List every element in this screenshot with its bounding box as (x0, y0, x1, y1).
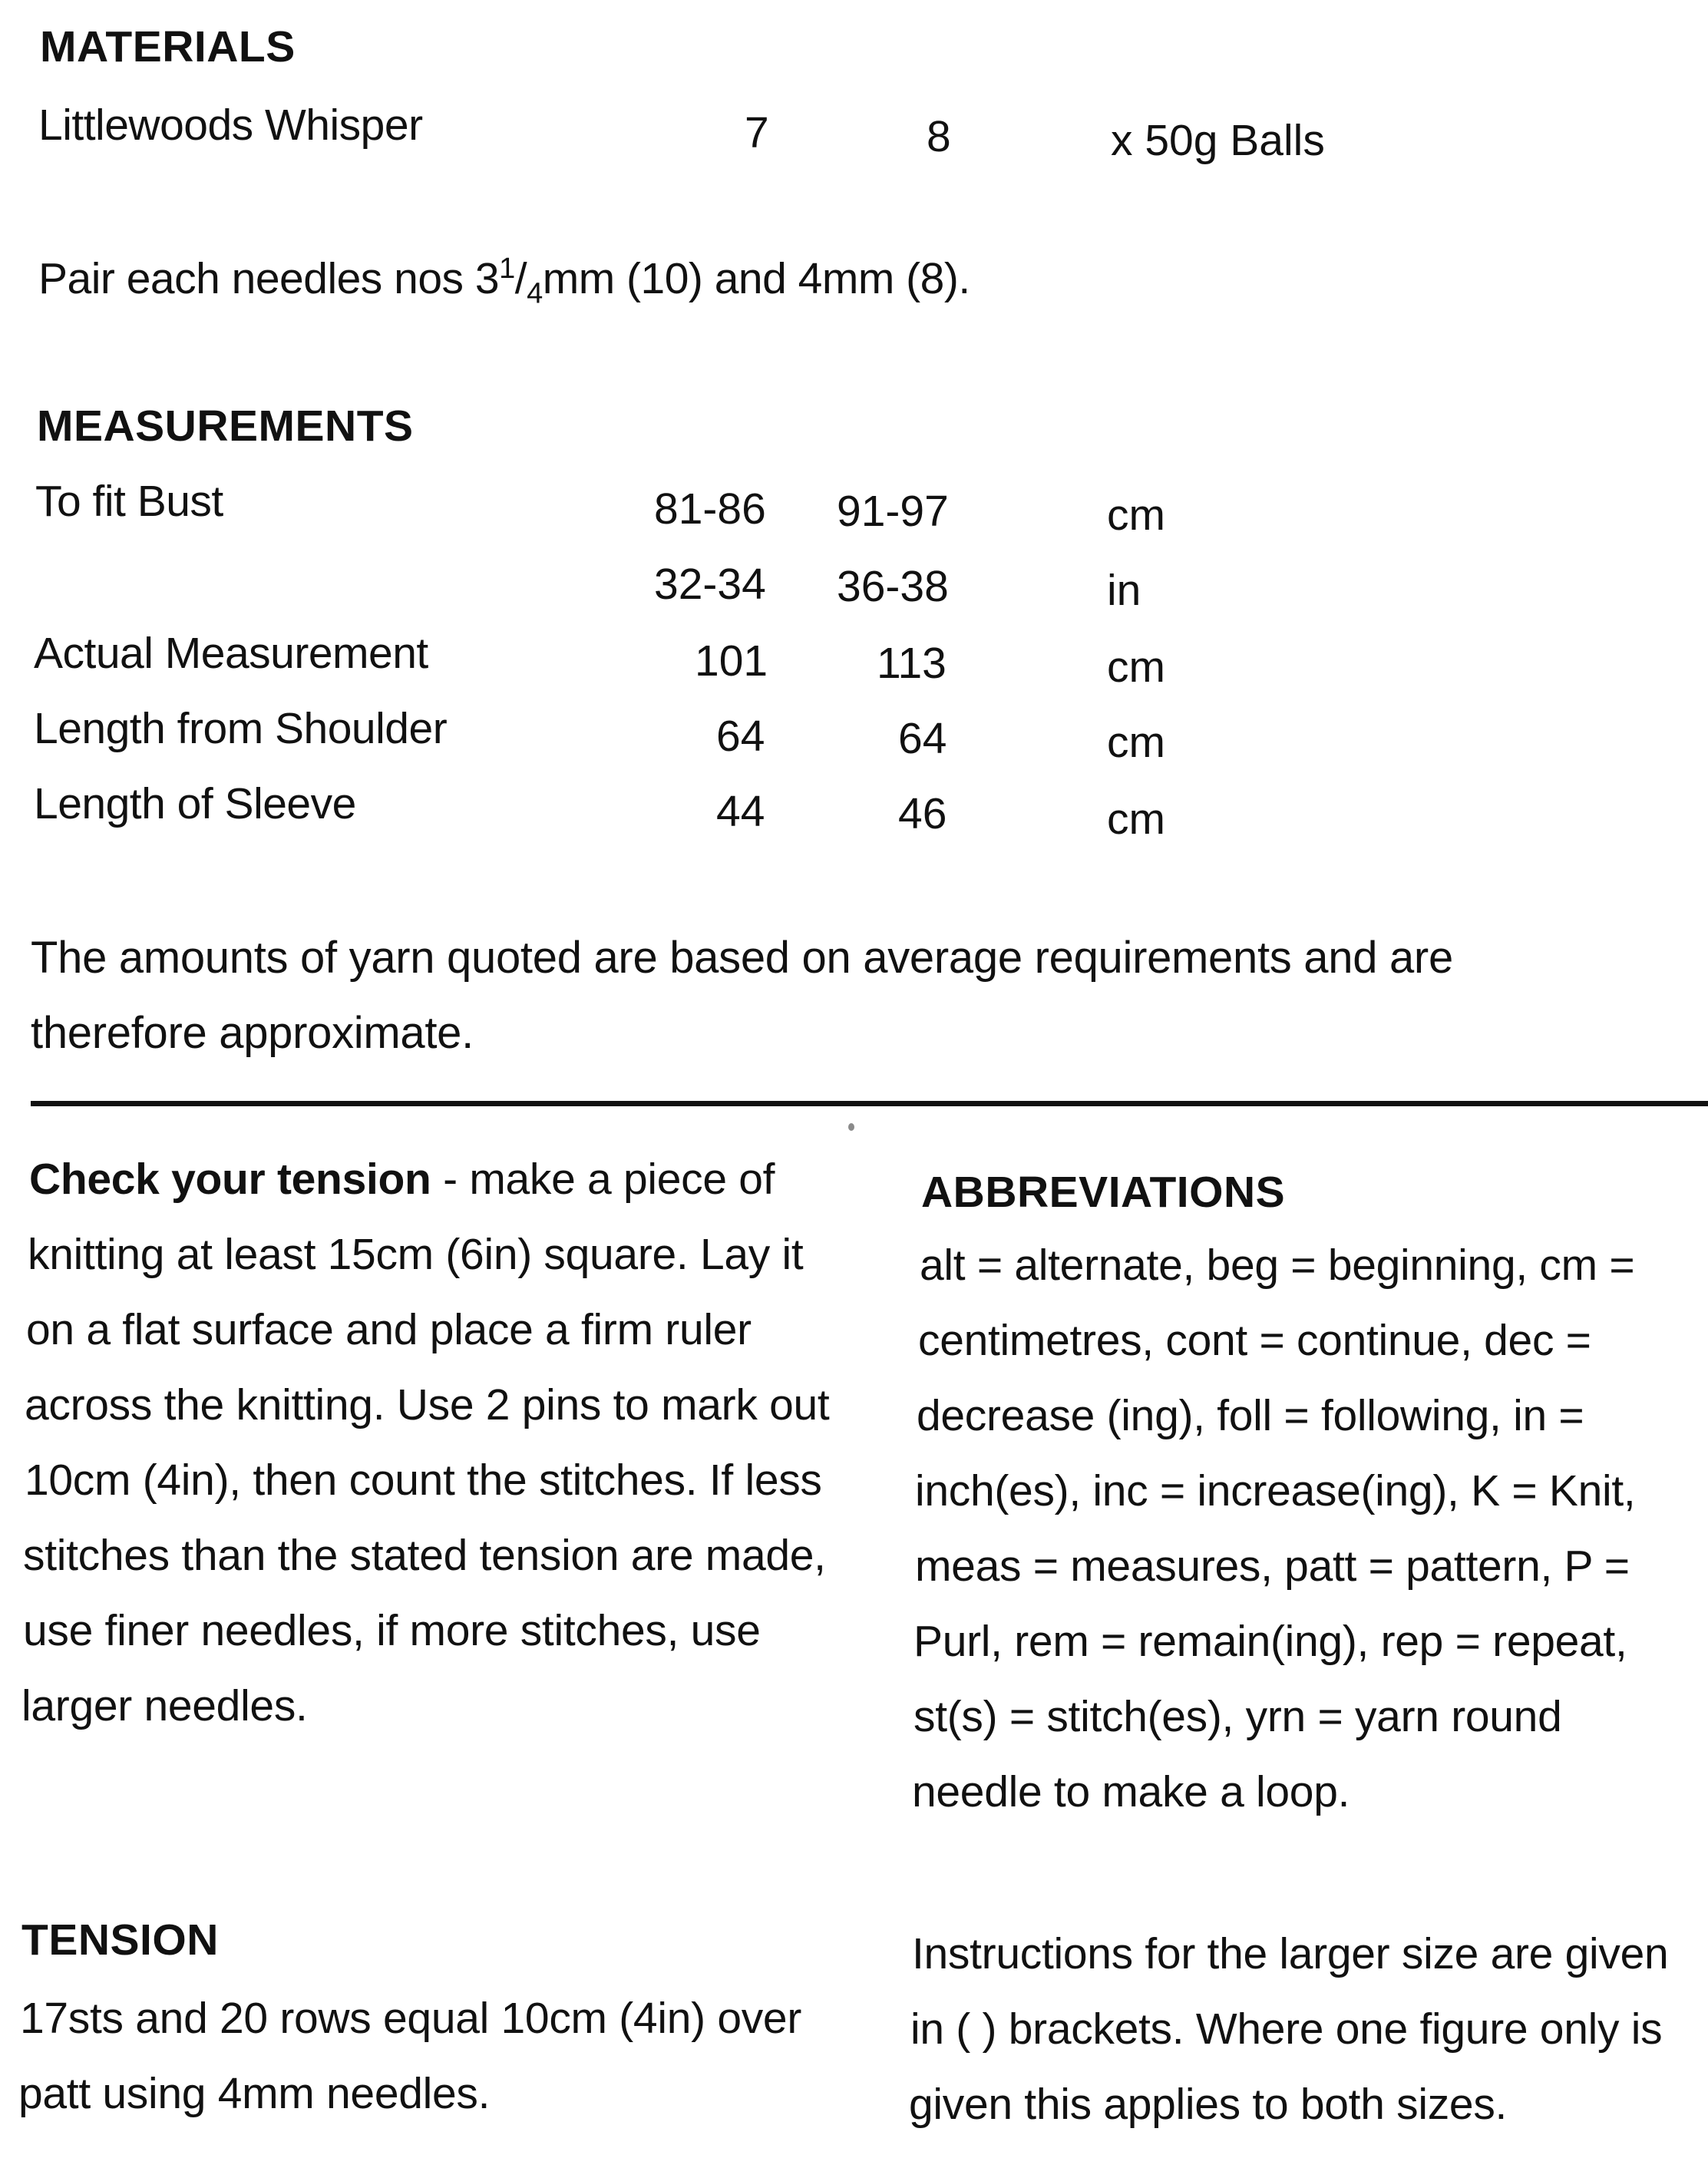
abbreviation-line: inch(es), inc = increase(ing), K = Knit, (915, 1466, 1636, 1515)
measurement-row-small: 64 (716, 712, 765, 761)
measurement-row-label: Length from Shoulder (34, 704, 448, 753)
section-divider (31, 1101, 1708, 1106)
abbreviation-line: Purl, rem = remain(ing), rep = repeat, (913, 1617, 1627, 1666)
check-tension-line: use finer needles, if more stitches, use (23, 1606, 761, 1655)
needles-fraction-numerator: 1 (499, 253, 515, 285)
yarn-qty-small: 7 (745, 108, 769, 157)
check-tension-line (29, 1154, 775, 1205)
measurement-row-label: Length of Sleeve (34, 779, 356, 828)
measurement-row-large: 64 (898, 714, 947, 763)
tension-line: 17sts and 20 rows equal 10cm (4in) over (20, 1994, 802, 2043)
check-tension-line: knitting at least 15cm (6in) square. Lay it (28, 1230, 804, 1279)
check-tension-line: stitches than the stated tension are made, (23, 1531, 826, 1580)
abbreviation-line: decrease (ing), foll = following, in = (917, 1391, 1584, 1440)
measurement-row-small: 44 (716, 787, 765, 836)
materials-heading: MATERIALS (40, 22, 296, 71)
abbreviations-heading: ABBREVIATIONS (921, 1168, 1286, 1217)
measurement-row-label: Actual Measurement (34, 629, 428, 678)
yarn-name: Littlewoods Whisper (38, 101, 423, 150)
needles-suffix: mm (10) and 4mm (8). (542, 254, 970, 303)
measurement-row-label: To fit Bust (35, 477, 223, 526)
check-tension-lead: Check your tension (29, 1155, 431, 1204)
measurement-row-large: 36-38 (837, 562, 949, 611)
measurement-row-unit: cm (1107, 718, 1165, 767)
measurement-row-unit: cm (1107, 795, 1165, 844)
yarn-unit: x 50g Balls (1111, 116, 1325, 165)
abbreviation-line: centimetres, cont = continue, dec = (918, 1316, 1591, 1365)
yarn-note-line: The amounts of yarn quoted are based on average requirements and are (31, 933, 1453, 983)
measurement-row-unit: cm (1107, 491, 1165, 540)
measurement-row-large: 113 (877, 639, 947, 688)
needles-prefix: Pair each needles nos 3 (38, 254, 500, 303)
measurement-row-large: 46 (898, 789, 947, 838)
check-tension-line: larger needles. (21, 1681, 308, 1730)
tension-line: patt using 4mm needles. (18, 2069, 491, 2118)
check-tension-line: 10cm (4in), then count the stitches. If less (25, 1456, 822, 1505)
measurement-row-unit: in (1107, 566, 1141, 615)
measurement-row-large: 91-97 (837, 487, 949, 536)
abbreviation-line: st(s) = stitch(es), yrn = yarn round (913, 1692, 1562, 1741)
needles-fraction-denominator: 4 (527, 277, 543, 310)
abbreviation-line: meas = measures, patt = pattern, P = (915, 1542, 1630, 1591)
needles-line (38, 253, 970, 310)
measurement-row-small: 32-34 (654, 560, 766, 609)
abbreviation-line: needle to make a loop. (912, 1767, 1350, 1816)
yarn-qty-large: 8 (927, 112, 951, 161)
sizes-note-line: given this applies to both sizes. (909, 2080, 1508, 2129)
needles-fraction-slash: / (514, 254, 527, 303)
check-tension-line: on a flat surface and place a firm ruler (26, 1305, 752, 1354)
tension-heading: TENSION (21, 1915, 219, 1965)
sizes-note-line: Instructions for the larger size are given (912, 1929, 1669, 1978)
measurement-row-small: 101 (695, 636, 768, 686)
measurement-row-unit: cm (1107, 643, 1165, 692)
sizes-note-line: in ( ) brackets. Where one figure only is (910, 2004, 1663, 2054)
measurement-row-small: 81-86 (654, 484, 766, 534)
paper-speck (848, 1123, 854, 1131)
abbreviation-line: alt = alternate, beg = beginning, cm = (920, 1241, 1635, 1290)
measurements-heading: MEASUREMENTS (37, 402, 414, 451)
check-tension-line: across the knitting. Use 2 pins to mark out (25, 1380, 830, 1429)
yarn-note-line: therefore approximate. (31, 1008, 474, 1058)
check-tension-line1-rest: - make a piece of (431, 1155, 775, 1204)
